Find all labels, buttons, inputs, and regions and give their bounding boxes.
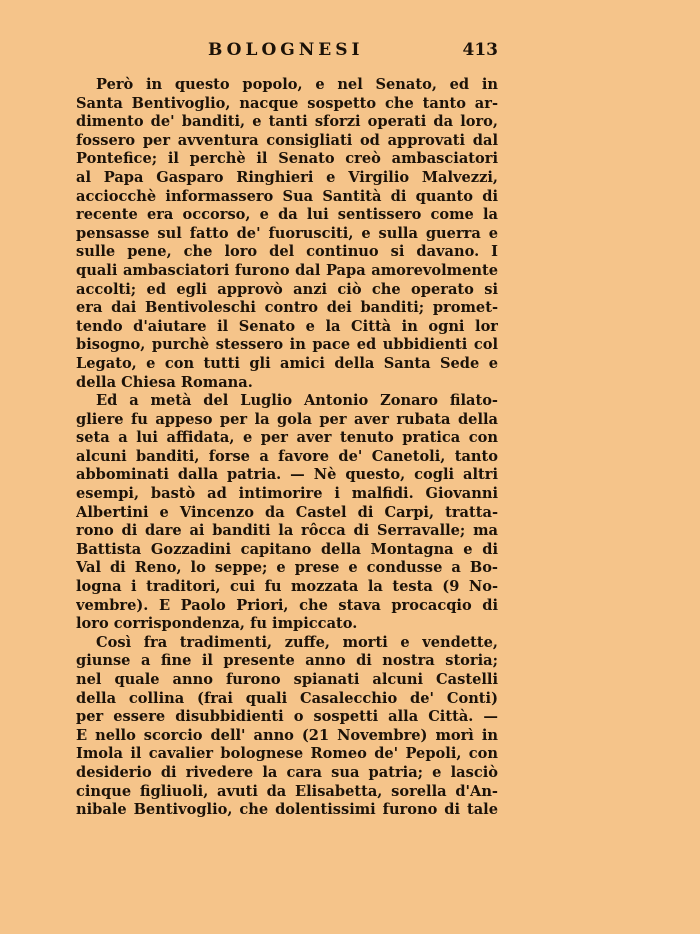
text-line: fossero per avventura consigliati od approvati dal	[76, 131, 498, 149]
text-line: abbominati dalla patria. — Nè questo, cogli altri	[76, 466, 498, 484]
text-line: alcuni banditi, forse a favore de' Canetoli, tanto	[76, 447, 498, 465]
text-line: Albertini e Vincenzo da Castel di Carpi, tratta-	[76, 503, 498, 521]
text-line: Imola il cavalier bolognese Romeo de' Pepoli, con	[76, 745, 498, 763]
page-header	[76, 40, 498, 66]
text-line: Santa Bentivoglio, nacque sospetto che tanto ar-	[76, 94, 498, 112]
text-line: gliere fu appeso per la gola per aver rubata della	[76, 410, 498, 428]
text-line: quali ambasciatori furono dal Papa amorevolmente	[76, 261, 498, 279]
text-line: per essere disubbidienti o sospetti alla Città. —	[76, 708, 498, 726]
text-line: tendo d'aiutare il Senato e la Città in ogni lor	[76, 317, 498, 335]
text-line: Legato, e con tutti gli amici della Santa Sede e	[76, 354, 498, 372]
text-line: Così fra tradimenti, zuffe, morti e vendette,	[96, 633, 498, 651]
text-line: cinque figliuoli, avuti da Elisabetta, sorella d'An-	[76, 782, 498, 800]
text-line: seta a lui affidata, e per aver tenuto pratica con	[76, 429, 498, 447]
text-line: loro corrispondenza, fu impiccato.	[76, 615, 358, 633]
text-line: dimento de' banditi, e tanti sforzi operati da loro,	[76, 113, 498, 131]
text-line: al Papa Gasparo Ringhieri e Virgilio Malvezzi,	[76, 168, 498, 186]
text-line: pensasse sul fatto de' fuorusciti, e sulla guerra e	[76, 224, 498, 242]
text-line: E nello scorcio dell' anno (21 Novembre) morì in	[76, 726, 498, 744]
running-head: BOLOGNESI	[208, 40, 364, 60]
text-line: acciocchè informassero Sua Santità di quanto di	[76, 187, 498, 205]
text-line: giunse a fine il presente anno di nostra storia;	[76, 652, 498, 670]
text-line: nel quale anno furono spianati alcuni Castelli	[76, 671, 498, 688]
text-line: era dai Bentivoleschi contro dei banditi; promet-	[76, 299, 498, 317]
text-line: Ed a metà del Luglio Antonio Zonaro filato-	[96, 392, 498, 410]
text-line: bisogno, purchè stessero in pace ed ubbidienti col	[76, 336, 498, 354]
text-line: Però in questo popolo, e nel Senato, ed in	[96, 76, 498, 93]
text-line: Battista Gozzadini capitano della Montagna e di	[76, 540, 498, 558]
text-line: rono di dare ai banditi la rôcca di Serravalle; ma	[76, 522, 498, 540]
text-line: Pontefice; il perchè il Senato creò ambasciatori	[76, 150, 498, 168]
text-line: sulle pene, che loro del continuo si davano. I	[76, 243, 498, 261]
text-line: nibale Bentivoglio, che dolentissimi furono di tale	[76, 801, 498, 819]
text-line: accolti; ed egli approvò anzi ciò che operato si	[76, 280, 498, 298]
text-line: desiderio di rivedere la cara sua patria; e lasciò	[76, 763, 498, 781]
text-line: vembre). E Paolo Priori, che stava procacqio di	[76, 596, 498, 614]
text-line: logna i traditori, cui fu mozzata la testa (9 No-	[76, 578, 498, 596]
text-line: esempi, bastò ad intimorire i malfidi. Giovanni	[76, 485, 498, 503]
text-line: recente era occorso, e da lui sentissero come la	[76, 206, 498, 224]
page-number: 413	[462, 40, 498, 60]
text-line: della Chiesa Romana.	[76, 373, 253, 391]
body-text	[76, 76, 498, 820]
text-line: Val di Reno, lo seppe; e prese e condusse a Bo-	[76, 559, 498, 577]
text-line: della collina (frai quali Casalecchio de' Conti)	[76, 689, 498, 707]
